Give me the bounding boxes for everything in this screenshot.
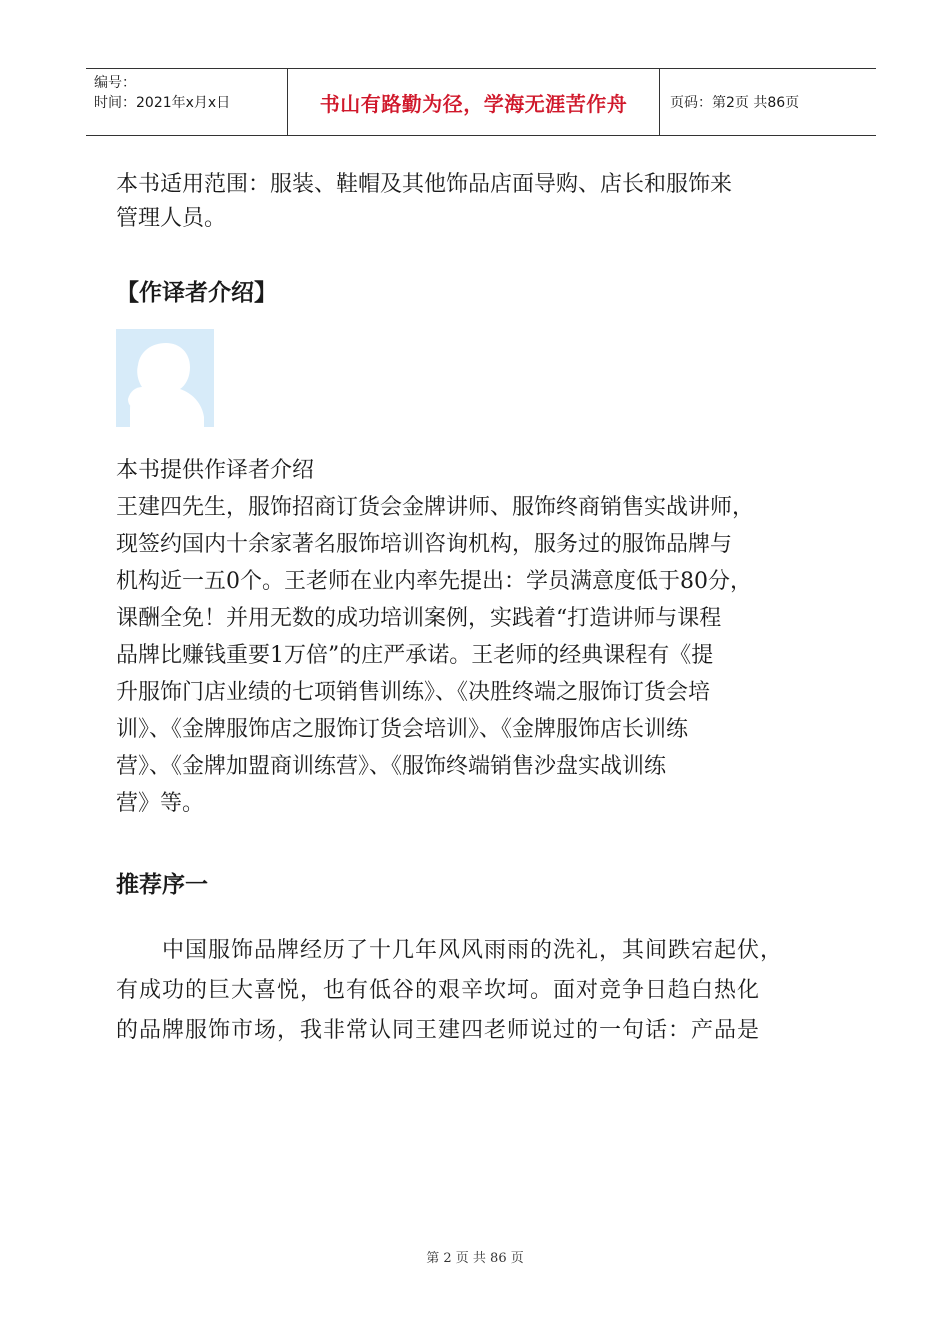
page-footer: 第 2 页 共 86 页 <box>426 1251 524 1266</box>
preface-line: 有成功的巨大喜悦，也有低谷的艰辛坎坷。面对竞争日趋白热化 <box>116 978 761 1003</box>
header-meta <box>86 69 288 135</box>
person-silhouette-icon <box>116 329 214 427</box>
scope-line-2: 管理人员。 <box>116 206 227 231</box>
header-page-info: 页码：第2页 共86页 <box>670 95 800 111</box>
document-body <box>116 168 856 1051</box>
author-bio <box>116 489 856 822</box>
bio-line: 王建四先生，服饰招商订货会金牌讲师、服饰终商销售实战讲师， <box>116 495 755 520</box>
bio-line: 营》等。 <box>116 791 205 816</box>
bio-line: 训》、《金牌服饰店之服饰订货会培训》、《金牌服饰店长训练 <box>116 717 689 742</box>
preface-line: 的品牌服饰市场，我非常认同王建四老师说过的一句话：产品是 <box>116 1018 761 1043</box>
header-motto: 书山有路勤为径，学海无涯苦作舟 <box>319 91 628 116</box>
bio-line: 品牌比赚钱重要1万倍”的庄严承诺。王老师的经典课程有《提 <box>116 643 714 668</box>
scope-line-1: 本书适用范围：服装、鞋帽及其他饰品店面导购、店长和服饰来 <box>116 172 733 197</box>
preface-line: 中国服饰品牌经历了十几年风风雨雨的洗礼，其间跌宕起伏， <box>116 938 784 963</box>
bio-line: 课酬全免！并用无数的成功培训案例，实践着“打造讲师与课程 <box>116 606 722 631</box>
bio-line: 升服饰门店业绩的七项销售训练》、《决胜终端之服饰订货会培 <box>116 680 711 705</box>
preface-text <box>116 931 856 1051</box>
author-heading: 【作译者介绍】 <box>116 279 277 306</box>
page-header <box>86 68 876 136</box>
bio-line: 现签约国内十余家著名服饰培训咨询机构，服务过的服饰品牌与 <box>116 532 733 557</box>
serial-label: 编号： <box>94 75 136 91</box>
preface-heading: 推荐序一 <box>116 871 208 898</box>
time-label: 时间：2021年x月x日 <box>94 95 231 111</box>
author-intro-label: 本书提供作译者介绍 <box>116 458 315 483</box>
bio-line: 机构近一五0个。王老师在业内率先提出：学员满意度低于80分， <box>116 569 752 594</box>
header-motto-cell <box>288 69 660 135</box>
bio-line: 营》、《金牌加盟商训练营》、《服饰终端销售沙盘实战训练 <box>116 754 667 779</box>
